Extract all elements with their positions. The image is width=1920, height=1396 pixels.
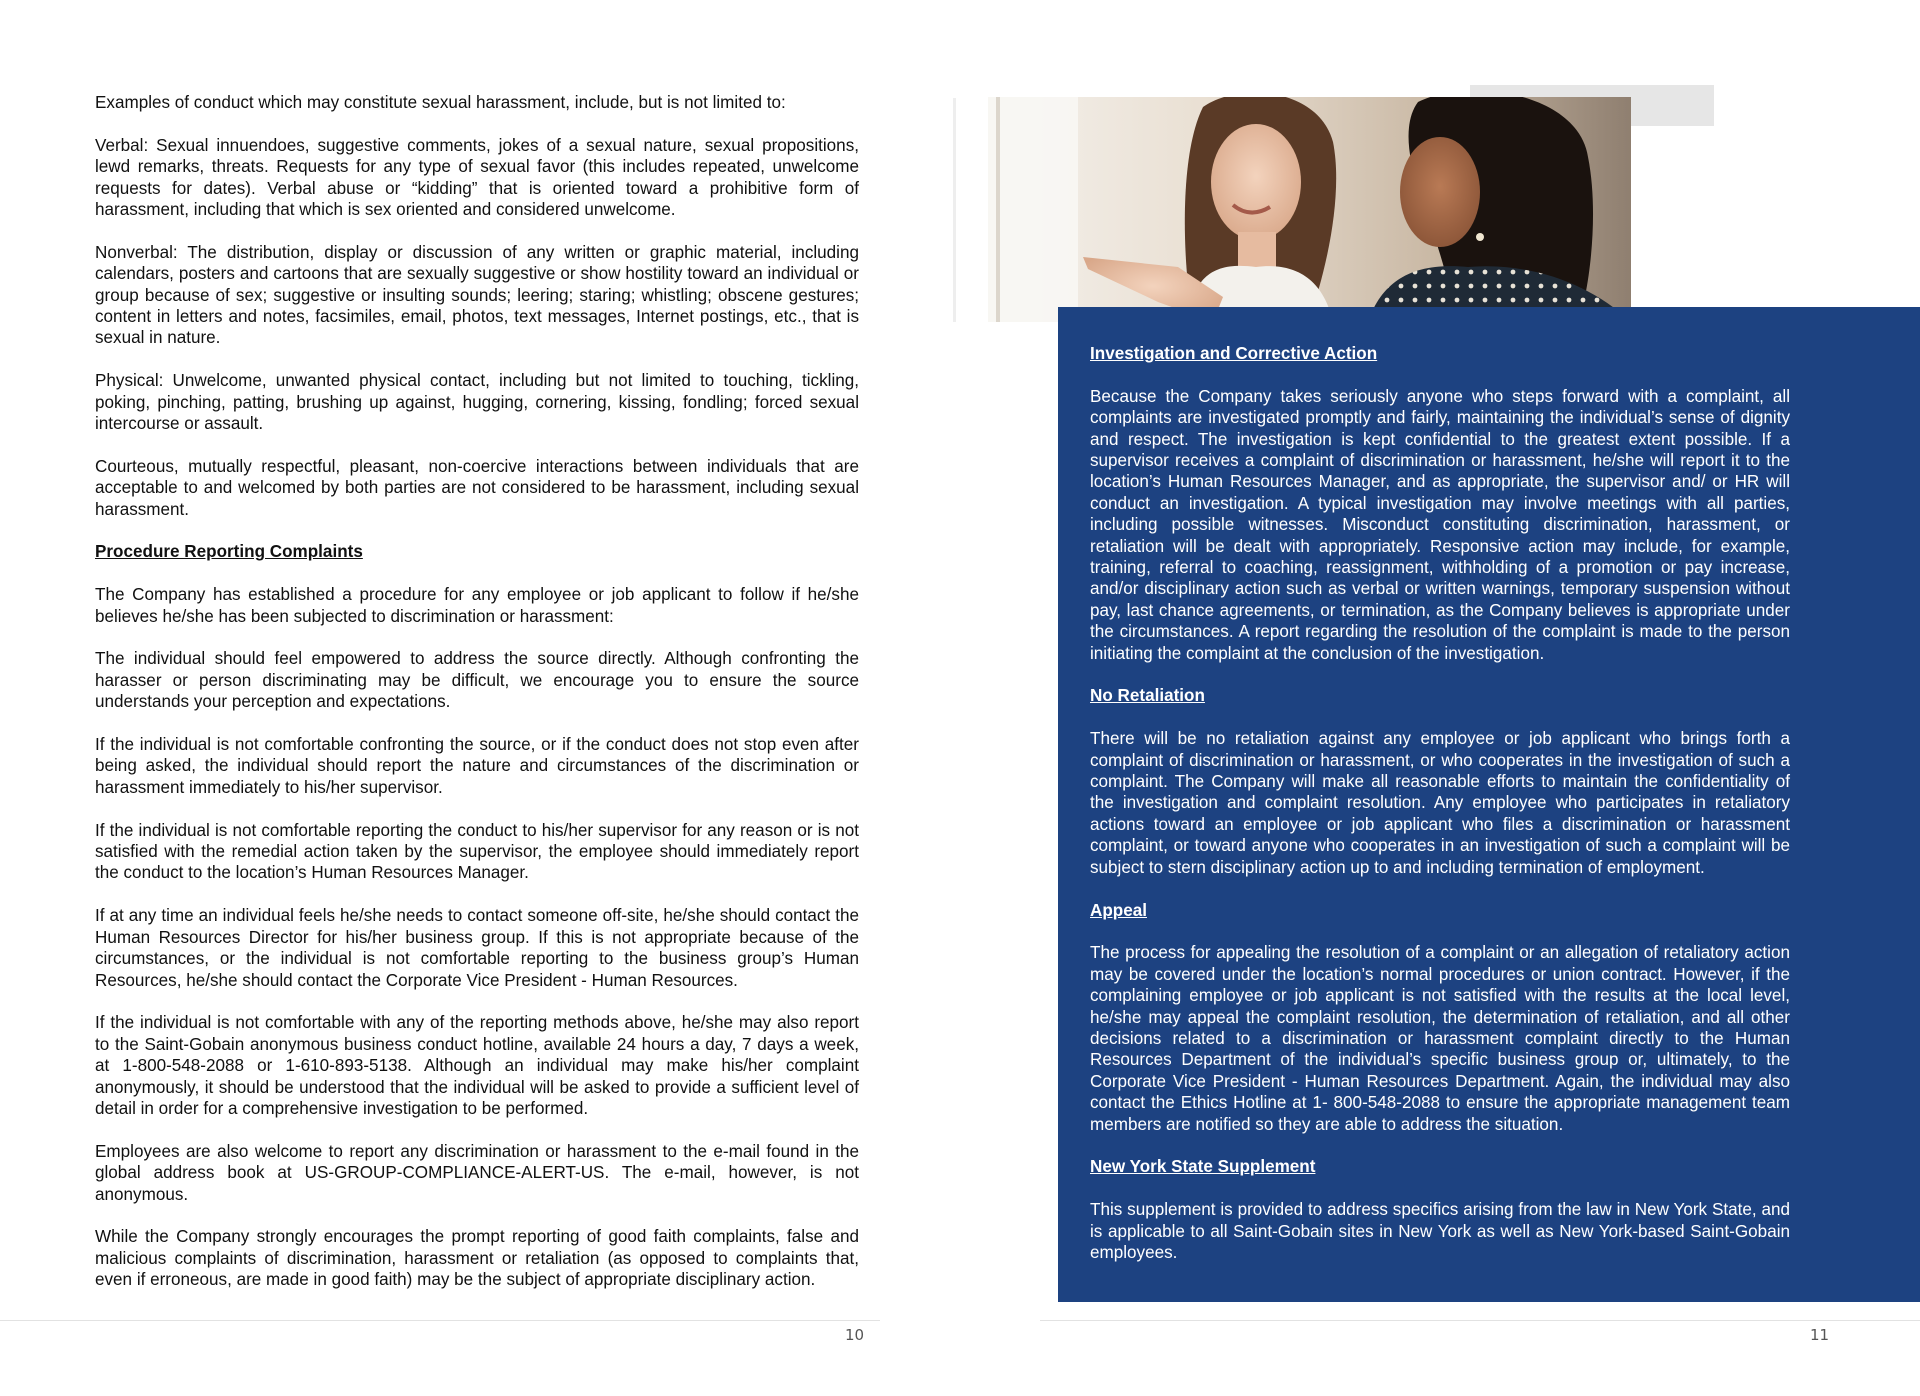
appeal-paragraph: The process for appealing the resolution of a complaint or an allegation of retaliatory action may be covered under the location’s normal procedures or union contract. However, if the complaining employee or job applicant is not satisfied with the results at the local level, he/she may appeal the complaint resolution, the determination of retaliation, and all other decisions related to a discrimination or harassment complaint directly to the Human Resources Department of the individual’s specific business group or, ultimately, to the Corporate Vice President - Human Resources Department. Again, the individual may also contact the Ethics Hotline at 1- 800-548-2088 to ensure the appropriate management team members are notified so they are able to address the situation.: [1090, 943, 1790, 1134]
appeal-heading: Appeal: [1090, 900, 1147, 920]
procedure-intro-paragraph: The Company has established a procedure for any employee or job applicant to follow if he/she believes he/she has been subjected to discrimination or harassment:: [95, 585, 859, 626]
photo-edge-bar: [953, 98, 956, 322]
retaliation-paragraph: There will be no retaliation against any employee or job applicant who brings forth a complaint of discrimination or harassment, or who cooperates in the investigation of such a complaint. The Company will make all reasonable efforts to maintain the confidentiality of the investigation and complaint resolution. Any employee who participates in retaliatory actions toward an employee or job applicant who files a discrimination or harassment complaint, or toward anyone who cooperates in an investigation of such a complaint will be subject to stern disciplinary action up to and including termination of employment.: [1090, 729, 1790, 877]
nonverbal-paragraph: Nonverbal: The distribution, display or discussion of any written or graphic material, including calendars, posters and cartoons that are sexually suggestive or show hostility toward an individual or group because of sex; suggestive or insulting sounds; leering; staring; whistling; obscene gestures; content in letters and notes, facsimiles, email, photos, text messages, Internet postings, etc., that is sexual in nature.: [95, 242, 859, 348]
right-page-number: 11: [1810, 1326, 1830, 1344]
retaliation-heading: No Retaliation: [1090, 686, 1205, 706]
left-page-body: [95, 92, 859, 1312]
procedure-step-4: If at any time an individual feels he/she needs to contact someone off-site, he/she should contact the Human Resources Director for his/her business group. If this is not appropriate because of the circumstances, or the individual is not comfortable reporting to the business group’s Human Resources, he/she should contact the Corporate Vice President - Human Resources.: [95, 906, 859, 990]
intro-paragraph: Examples of conduct which may constitute sexual harassment, include, but is not limited to:: [95, 93, 786, 112]
right-page-body: [1090, 343, 1790, 1285]
investigation-paragraph: Because the Company takes seriously anyone who steps forward with a complaint, all complaints are investigated promptly and fairly, maintaining the individual’s sense of dignity and respect. The investigation is kept confidential to the greatest extent possible. If a supervisor receives a complaint of discrimination or harassment, he/she will report it to the location’s Human Resources Manager, and as appropriate, the supervisor and/ or HR will conduct an investigation. A typical investigation may involve meetings with all parties, including possible witnesses. Misconduct constituting discrimination, harassment, or retaliation will be dealt with appropriately. Responsive action may include, for example, training, referral to coaching, reassignment, withholding of a promotion or pay increase, and/or disciplinary action such as verbal or written warnings, temporary suspension without pay, last chance agreements, or termination, as the Company believes is appropriate under the circumstances. A report regarding the resolution of the complaint is made to the person initiating the complaint at the conclusion of the investigation.: [1090, 386, 1790, 663]
courteous-paragraph: Courteous, mutually respectful, pleasant, non-coercive interactions between individuals that are acceptable to and welcomed by both parties are not considered to be harassment, including sexual harassment.: [95, 456, 859, 519]
procedure-step-2: If the individual is not comfortable confronting the source, or if the conduct does not stop even after being asked, the individual should report the nature and circumstances of the discrimination or harassment immediately to his/her supervisor.: [95, 735, 859, 797]
physical-paragraph: Physical: Unwelcome, unwanted physical contact, including but not limited to touching, tickling, poking, pinching, patting, brushing up against, hugging, cornering, kissing, fondling; forced sexual intercourse or assault.: [95, 371, 859, 434]
procedure-step-5: If the individual is not comfortable with any of the reporting methods above, he/she may also report to the Saint-Gobain anonymous business conduct hotline, available 24 hours a day, 7 days a week, at 1-800-548-2088 or 1-610-893-5138. Although an individual may make his/her complaint anonymously, it should be understood that the individual will be asked to provide a sufficient level of detail in order for a comprehensive investigation to be performed.: [95, 1013, 859, 1118]
right-footer-rule: [1040, 1320, 1920, 1321]
left-page-number: 10: [845, 1326, 865, 1344]
procedure-heading: Procedure Reporting Complaints: [95, 542, 363, 562]
email-paragraph: Employees are also welcome to report any discrimination or harassment to the e-mail found in the global address book at US-GROUP-COMPLIANCE-ALERT-US. The e-mail, however, is not anonymous.: [95, 1141, 859, 1204]
investigation-heading: Investigation and Corrective Action: [1090, 344, 1378, 363]
header-photo: [988, 97, 1631, 322]
closing-paragraph: While the Company strongly encourages the prompt reporting of good faith complaints, false and malicious complaints of discrimination, harassment or retaliation (as opposed to complaints that, even if erroneous, are made in good faith) may be the subject of appropriate disciplinary action.: [95, 1227, 859, 1290]
ny-supplement-paragraph: This supplement is provided to address specifics arising from the law in New York State, and is applicable to all Saint-Gobain sites in New York as well as New York-based Saint-Gobain employees.: [1090, 1200, 1790, 1262]
ny-supplement-heading: New York State Supplement: [1090, 1157, 1316, 1177]
two-women-photo-illustration: [988, 97, 1631, 322]
left-footer-rule: [0, 1320, 880, 1321]
procedure-step-3: If the individual is not comfortable reporting the conduct to his/her supervisor for any reason or is not satisfied with the remedial action taken by the supervisor, the employee should immediately report the conduct to the location’s Human Resources Manager.: [95, 820, 859, 883]
procedure-step-1: The individual should feel empowered to address the source directly. Although confronting the harasser or person discriminating may be difficult, we encourage you to ensure the source understands your perception and expectations.: [95, 649, 859, 712]
verbal-paragraph: Verbal: Sexual innuendoes, suggestive comments, jokes of a sexual nature, sexual propositions, lewd remarks, threats. Requests for any type of sexual favor (this includes repeated, unwelcome requests for dates). Verbal abuse or “kidding” that is oriented toward a prohibitive form of harassment, including that which is sex oriented and considered unwelcome.: [95, 135, 859, 220]
